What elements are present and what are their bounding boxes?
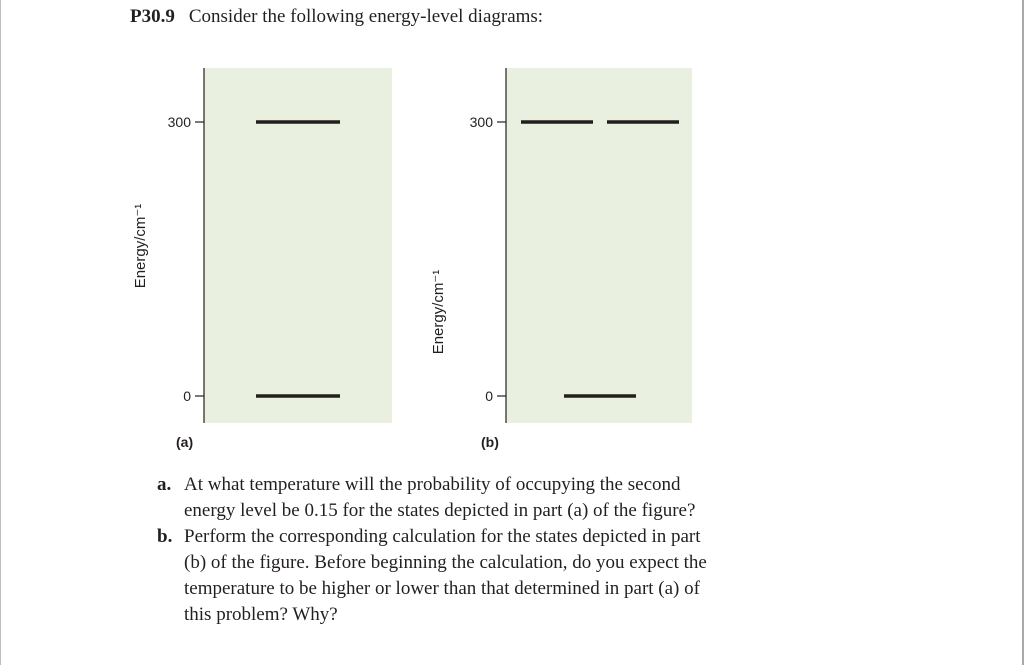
panel-label: (a) [176,434,194,450]
tick-label-0: 0 [183,388,191,404]
y-axis-title: Energy/cm⁻¹ [430,269,447,355]
axis-ticks [168,114,204,404]
energy-diagram-b-svg [410,58,730,458]
question-text: Perform the corresponding calculation for the states depicted in part (b) of the figure. Before beginning the calculation, do you expect the temperature to be higher or lower than that determined in part (a) of this problem? Why? [184,526,707,625]
energy-diagram-a [110,58,430,458]
tick-label-300: 300 [167,114,191,130]
tick-label-0: 0 [485,388,493,404]
problem-prompt: Consider the following energy-level diagrams: [188,6,544,27]
question-a [157,472,717,524]
y-axis-title: Energy/cm⁻¹ [132,203,149,289]
axis-ticks [470,114,506,404]
question-letter: a. [157,474,172,495]
tick-label-300: 300 [469,114,493,130]
energy-diagram-a-svg [110,58,430,458]
panel-label: (b) [481,434,499,450]
question-list [157,472,717,628]
problem-number: P30.9 [130,6,175,27]
question-letter: b. [157,526,173,547]
problem-heading [130,6,543,28]
left-page-edge [0,0,1,665]
energy-diagram-b [410,58,730,458]
question-b [157,524,717,628]
question-text: At what temperature will the probability of occupying the second energy level be 0.15 for the states depicted in part (a) of the figure? [184,474,696,521]
